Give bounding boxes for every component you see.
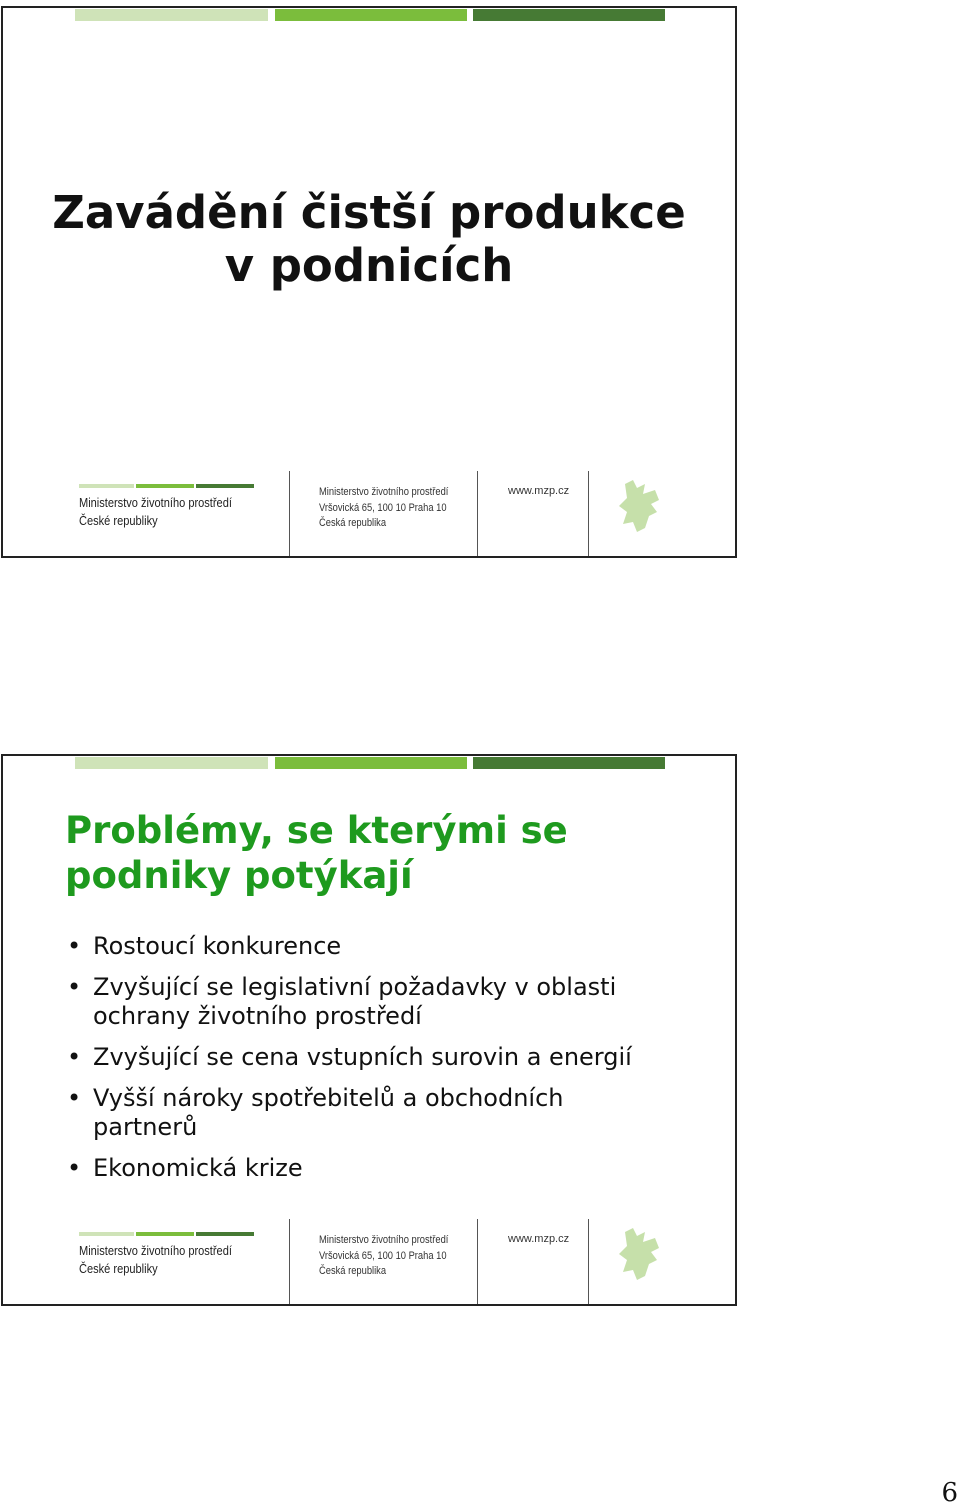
lion-emblem-icon — [615, 1224, 665, 1284]
divider — [588, 1219, 589, 1304]
logo-line: České republiky — [79, 1261, 158, 1276]
title-line: podniky potýkají — [65, 854, 413, 897]
address — [319, 485, 448, 532]
divider — [289, 471, 290, 556]
slide-title — [65, 808, 568, 898]
footer-bar — [196, 1232, 254, 1236]
address-line: Ministerstvo životního prostředí — [319, 486, 449, 498]
website: www.mzp.cz — [508, 1233, 570, 1245]
divider — [588, 471, 589, 556]
top-bar-light — [75, 9, 268, 21]
list-item: • Zvyšující se cena vstupních surovin a energií — [65, 1043, 705, 1072]
address-line: Česká republika — [319, 517, 387, 529]
ministry-logo-text — [79, 1242, 232, 1278]
website: www.mzp.cz — [508, 485, 570, 497]
footer-bar — [79, 484, 134, 488]
footer — [3, 1219, 735, 1304]
logo-line: České republiky — [79, 513, 158, 528]
list-item: • Ekonomická krize — [65, 1154, 705, 1183]
footer-bar — [196, 484, 254, 488]
list-item: • Rostoucí konkurence — [65, 932, 705, 961]
top-bar-mid — [275, 757, 467, 769]
footer-bar — [79, 1232, 134, 1236]
address-line: Vršovická 65, 100 10 Praha 10 — [319, 501, 447, 514]
top-bar-mid — [275, 9, 467, 21]
top-bar-light — [75, 757, 268, 769]
address-line: Ministerstvo životního prostředí — [319, 1234, 449, 1246]
ministry-logo-text — [79, 494, 232, 530]
address-line: Česká republika — [319, 1265, 387, 1277]
slide-1 — [1, 6, 737, 558]
title-line: Zavádění čistší produkce — [52, 186, 686, 239]
footer-bar — [136, 1232, 194, 1236]
bullet-list — [65, 932, 705, 1195]
list-item: • Vyšší nároky spotřebitelů a obchodních partnerů — [65, 1084, 705, 1142]
address-line: Vršovická 65, 100 10 Praha 10 — [319, 1249, 447, 1262]
top-bar-dark — [473, 757, 665, 769]
top-bar-dark — [473, 9, 665, 21]
logo-line: Ministerstvo životního prostředí — [79, 1243, 232, 1258]
title-line: Problémy, se kterými se — [65, 809, 568, 852]
title-line: v podnicích — [224, 239, 514, 292]
slide-title — [3, 186, 735, 292]
divider — [477, 471, 478, 556]
divider — [289, 1219, 290, 1304]
footer-bar — [136, 484, 194, 488]
footer — [3, 471, 735, 556]
page-number: 6 — [941, 1478, 958, 1508]
logo-line: Ministerstvo životního prostředí — [79, 495, 232, 510]
list-item: • Zvyšující se legislativní požadavky v oblasti ochrany životního prostředí — [65, 973, 705, 1031]
divider — [477, 1219, 478, 1304]
slide-2 — [1, 754, 737, 1306]
lion-emblem-icon — [615, 476, 665, 536]
address — [319, 1233, 448, 1280]
